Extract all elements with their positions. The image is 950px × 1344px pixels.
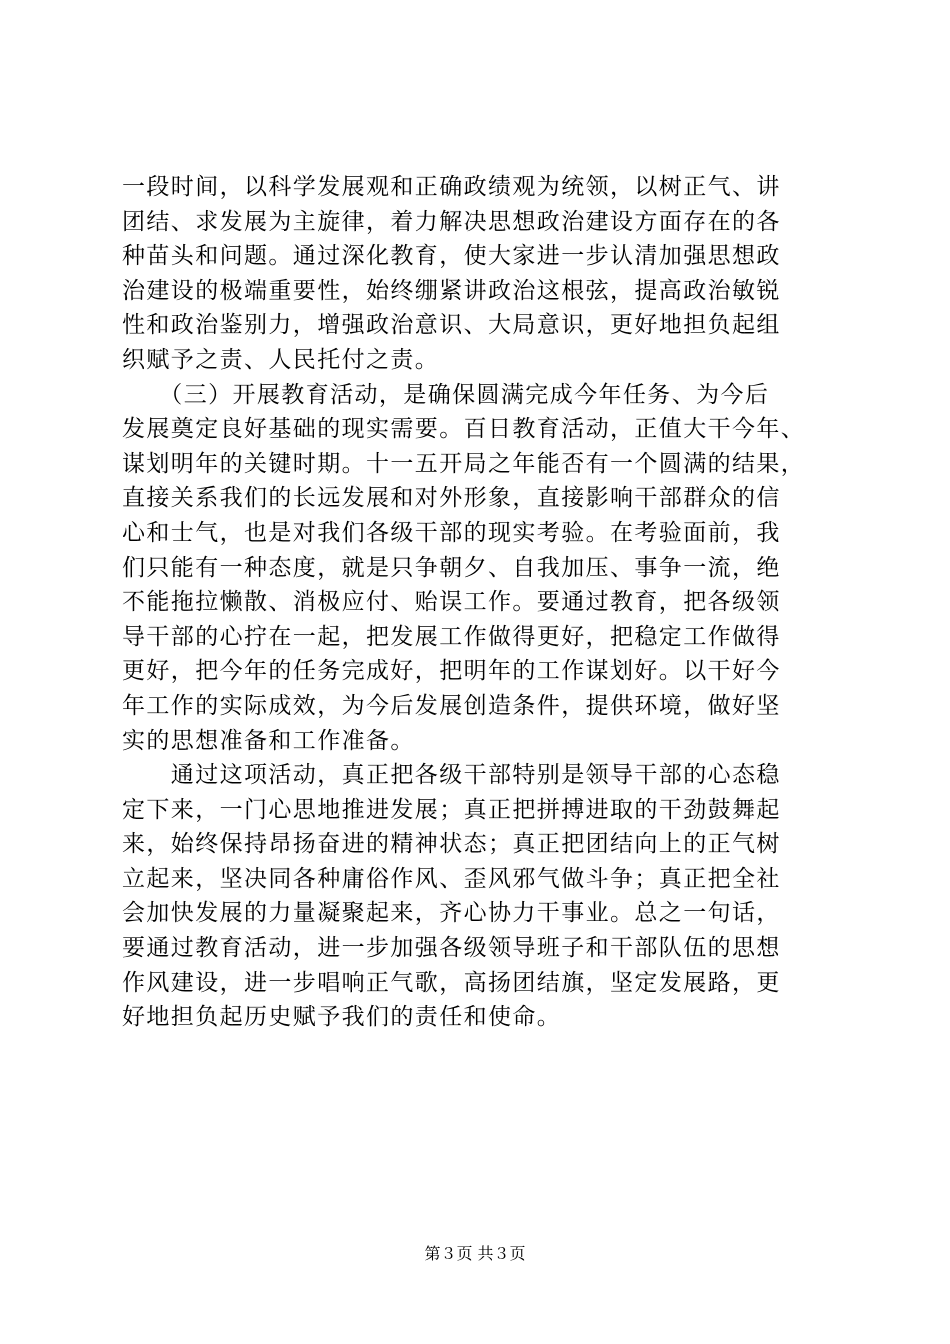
text-line: 织赋予之责、人民托付之责。: [122, 346, 440, 373]
text-line: 更好，把今年的任务完成好，把明年的工作谋划好。以干好今: [122, 658, 781, 685]
text-line: 立起来，坚决同各种庸俗作风、歪风邪气做斗争；真正把全社: [122, 865, 781, 892]
text-line: 会加快发展的力量凝聚起来，齐心协力干事业。总之一句话，: [122, 900, 781, 927]
text-line: 作风建设，进一步唱响正气歌，高扬团结旗，坚定发展路，更: [122, 969, 781, 996]
text-line: 谋划明年的关键时期。十一五开局之年能否有一个圆满的结果，: [122, 450, 806, 477]
text-line: 团结、求发展为主旋律，着力解决思想政治建设方面存在的各: [122, 208, 781, 235]
text-line: 不能拖拉懒散、消极应付、贻误工作。要通过教育，把各级领: [122, 589, 781, 616]
text-line: 们只能有一种态度，就是只争朝夕、自我加压、事争一流，绝: [122, 554, 781, 581]
text-line: 性和政治鉴别力，增强政治意识、大局意识，更好地担负起组: [122, 312, 781, 339]
text-line: （三）开展教育活动，是确保圆满完成今年任务、为今后: [122, 381, 770, 408]
body-text: [122, 170, 834, 1035]
text-line: 定下来，一门心思地推进发展；真正把拼搏进取的干劲鼓舞起: [122, 796, 781, 823]
text-line: 实的思想准备和工作准备。: [122, 727, 415, 754]
text-line: 一段时间，以科学发展观和正确政绩观为统领，以树正气、讲: [122, 174, 781, 200]
text-line: 通过这项活动，真正把各级干部特别是领导干部的心态稳: [122, 762, 781, 789]
text-line: 好地担负起历史赋予我们的责任和使命。: [122, 1004, 562, 1031]
text-line: 年工作的实际成效，为今后发展创造条件，提供环境，做好坚: [122, 692, 781, 719]
text-line: 导干部的心拧在一起，把发展工作做得更好，把稳定工作做得: [122, 623, 781, 650]
text-line: 要通过教育活动，进一步加强各级领导班子和干部队伍的思想: [122, 935, 781, 962]
text-line: 来，始终保持昂扬奋进的精神状态；真正把团结向上的正气树: [122, 831, 781, 858]
text-line: 发展奠定良好基础的现实需要。百日教育活动，正值大干今年、: [122, 416, 806, 443]
text-line: 治建设的极端重要性，始终绷紧讲政治这根弦，提高政治敏锐: [122, 277, 781, 304]
text-line: 种苗头和问题。通过深化教育，使大家进一步认清加强思想政: [122, 243, 781, 270]
page-footer: 第３页 共３页: [424, 1244, 526, 1263]
text-line: 心和士气，也是对我们各级干部的现实考验。在考验面前，我: [122, 519, 781, 546]
text-line: 直接关系我们的长远发展和对外形象，直接影响干部群众的信: [122, 485, 781, 512]
